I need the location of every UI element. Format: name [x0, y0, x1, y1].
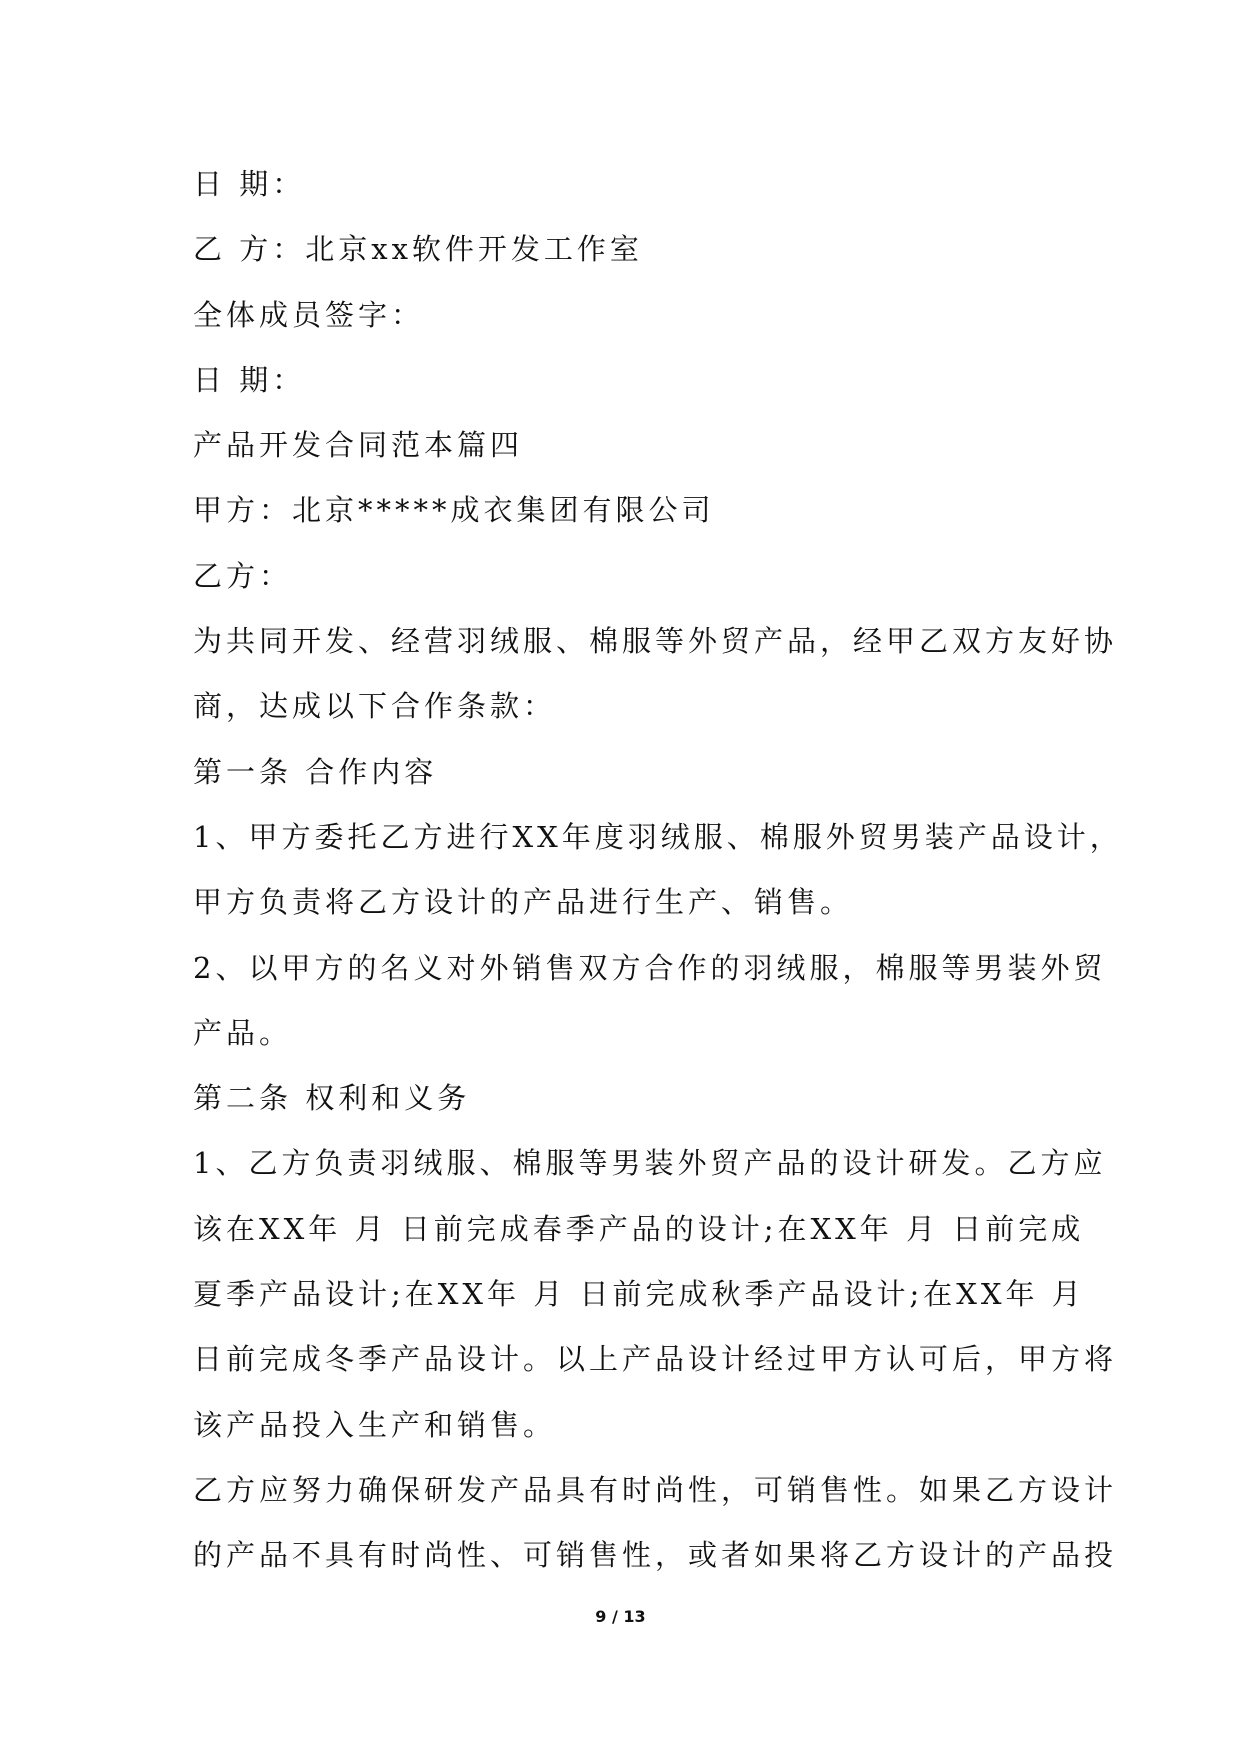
text-line: 1、甲方委托乙方进行XX年度羽绒服、棉服外贸男装产品设计， — [193, 819, 1123, 854]
document-body — [193, 152, 1123, 1589]
text-line: 全体成员签字： — [193, 297, 425, 332]
text-line: 该产品投入生产和销售。 — [193, 1407, 557, 1442]
text-line: 日前完成冬季产品设计。以上产品设计经过甲方认可后，甲方将 — [193, 1342, 1118, 1377]
text-line: 为共同开发、经营羽绒服、棉服等外贸产品，经甲乙双方友好协 — [193, 624, 1118, 659]
text-line: 乙方： — [193, 558, 293, 593]
article-heading: 第二条 权利和义务 — [193, 1081, 471, 1116]
text-line: 该在XX年 月 日前完成春季产品的设计;在XX年 月 日前完成 — [193, 1211, 1085, 1246]
page-number: 9 / 13 — [595, 1607, 646, 1626]
text-line: 甲方：北京*****成衣集团有限公司 — [193, 493, 715, 528]
text-line: 产品。 — [193, 1015, 293, 1050]
text-line: 夏季产品设计;在XX年 月 日前完成秋季产品设计;在XX年 月 — [193, 1277, 1085, 1312]
text-line: 乙方应努力确保研发产品具有时尚性，可销售性。如果乙方设计 — [193, 1472, 1118, 1507]
article-heading: 第一条 合作内容 — [193, 754, 438, 789]
text-line: 商，达成以下合作条款： — [193, 689, 557, 724]
text-line: 2、以甲方的名义对外销售双方合作的羽绒服，棉服等男装外贸 — [193, 950, 1107, 985]
text-line: 日 期： — [193, 362, 306, 397]
text-line: 的产品不具有时尚性、可销售性，或者如果将乙方设计的产品投 — [193, 1538, 1118, 1573]
text-line: 乙 方：北京xx软件开发工作室 — [193, 232, 643, 267]
text-line: 甲方负责将乙方设计的产品进行生产、销售。 — [193, 885, 854, 920]
text-line: 1、乙方负责羽绒服、棉服等男装外贸产品的设计研发。乙方应 — [193, 1146, 1107, 1181]
text-line: 日 期： — [193, 167, 306, 201]
section-heading: 产品开发合同范本篇四 — [193, 428, 524, 463]
